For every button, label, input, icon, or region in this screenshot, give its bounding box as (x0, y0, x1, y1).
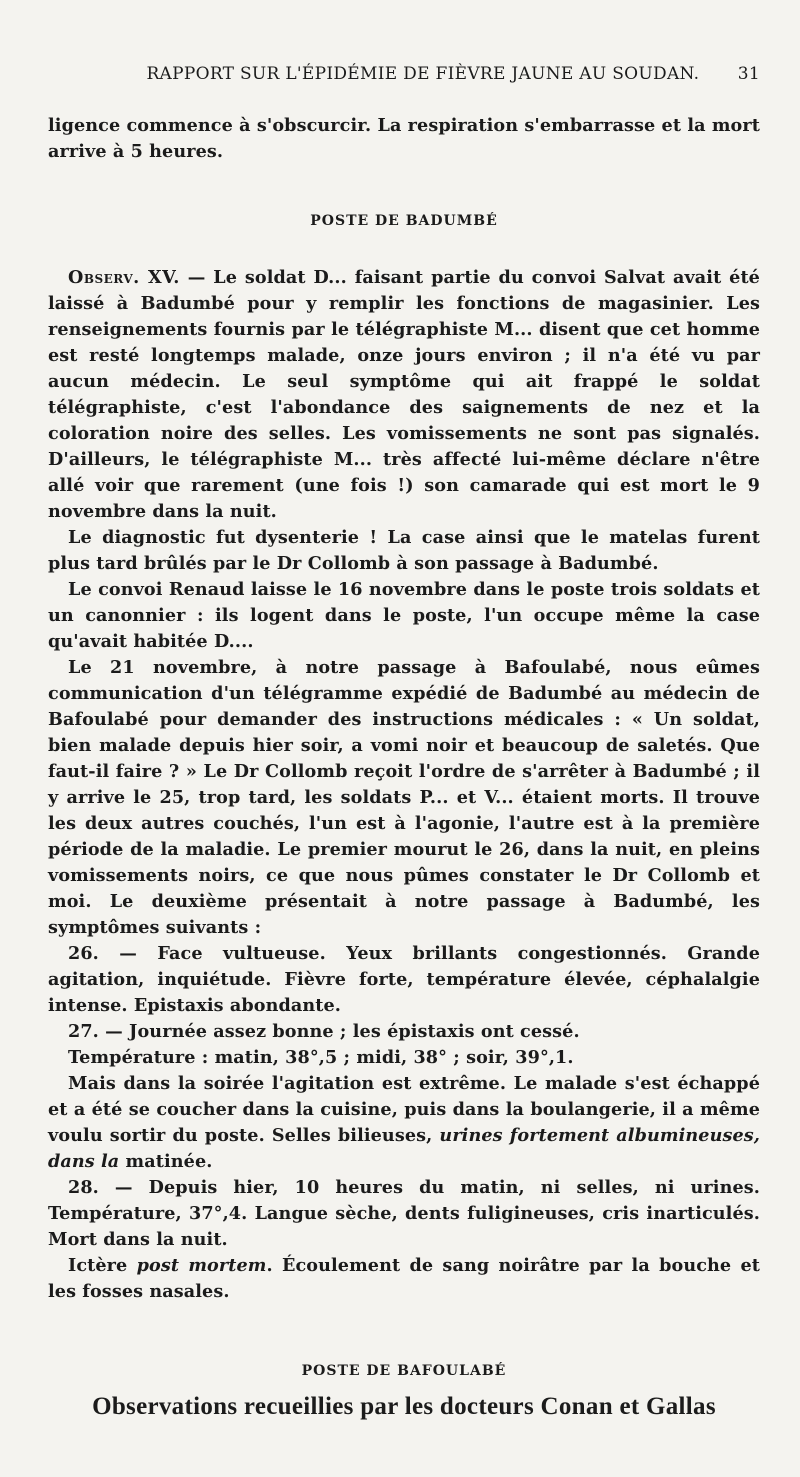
page-body (48, 113, 760, 1421)
closing-title: Observations recueillies par les docteurs Conan et Gallas (92, 1393, 716, 1420)
paragraph-diagnostic: Le diagnostic fut dysenterie ! La case ainsi que le matelas furent plus tard brûlés par le Dr Collomb à son passage à Badumbé. (48, 527, 760, 574)
paragraph-day-28: 28. — Depuis hier, 10 heures du matin, ni selles, ni urines. Température, 37°,4. Langue sèche, dents fuligineuses, cris inarticulés. Mort dans la nuit. (48, 1177, 760, 1250)
paragraph-day-26: 26. — Face vultueuse. Yeux brillants congestionnés. Grande agitation, inquiétude. Fièvre forte, température élevée, céphalalgie intense. Epistaxis abondante. (48, 943, 760, 1016)
section-heading-bafoulabe: POSTE DE BAFOULABÉ (301, 1363, 507, 1379)
evening-text: Mais dans la soirée l'agitation est extrême. Le malade s'est échappé et a été se coucher dans la cuisine, puis dans la boulangerie, il a même voulu sortir du poste. Selles bilieuses, (48, 1073, 760, 1146)
paragraph-evening (48, 1071, 760, 1175)
running-title: RAPPORT SUR L'ÉPIDÉMIE DE FIÈVRE JAUNE AU SOUDAN. (146, 64, 700, 84)
evening-end: matinée. (119, 1151, 213, 1172)
observation-label: Observ. XV. (68, 267, 180, 288)
running-head (48, 64, 760, 84)
paragraph-temperature: Température : matin, 38°,5 ; midi, 38° ; soir, 39°,1. (68, 1047, 574, 1068)
paragraph-day-27: 27. — Journée assez bonne ; les épistaxis ont cessé. (68, 1021, 580, 1042)
icterus-end: . Écoulement de sang noirâtre par la bouche et les fosses nasales. (48, 1255, 760, 1302)
icterus-italic: post mortem (136, 1255, 267, 1276)
paragraph-continuation: ligence commence à s'obscurcir. La respiration s'embarrasse et la mort arrive à 5 heures. (48, 115, 760, 162)
paragraph-convoi: Le convoi Renaud laisse le 16 novembre dans le poste trois soldats et un canonnier : ils logent dans le poste, l'un occupe même la case qu'avait habitée D.... (48, 579, 760, 652)
evening-italic: urines fortement albumineuses, dans la (48, 1125, 760, 1172)
observation-text: — Le soldat D... faisant partie du convoi Salvat avait été laissé à Badumbé pour y remplir les fonctions de magasinier. Les renseignements fournis par le télégraphiste M... disent que cet homme est resté longtemps malade, onze jours environ ; il n'a été vu par aucun médecin. Le seul symptôme qui ait frappé le soldat télégraphiste, c'est l'abondance des saignements de nez et la coloration noire des selles. Les vomissements ne sont pas signalés. D'ailleurs, le télégraphiste M... très affecté lui-même déclare n'être allé voir que rarement (une fois !) son camarade qui est mort le 9 novembre dans la nuit. (48, 267, 760, 522)
paragraph-observation-xv (48, 265, 760, 525)
paragraph-telegram: Le 21 novembre, à notre passage à Bafoulabé, nous eûmes communication d'un télégramme expédié de Badumbé au médecin de Bafoulabé pour demander des instructions médicales : « Un soldat, bien malade depuis hier soir, a vomi noir et beaucoup de saletés. Que faut-il faire ? » Le Dr Collomb reçoit l'ordre de s'arrêter à Badumbé ; il y arrive le 25, trop tard, les soldats P... et V... étaient morts. Il trouve les deux autres couchés, l'un est à l'agonie, l'autre est à la première période de la maladie. Le premier mourut le 26, dans la nuit, en pleins vomissements noirs, ce que nous pûmes constater le Dr Collomb et moi. Le deuxième présentait à notre passage à Badumbé, les symptômes suivants : (48, 657, 760, 938)
page-number: 31 (737, 64, 760, 84)
icterus-text: Ictère (68, 1255, 137, 1276)
paragraph-icterus (48, 1253, 760, 1305)
section-heading-badumbe: POSTE DE BADUMBÉ (310, 213, 498, 229)
